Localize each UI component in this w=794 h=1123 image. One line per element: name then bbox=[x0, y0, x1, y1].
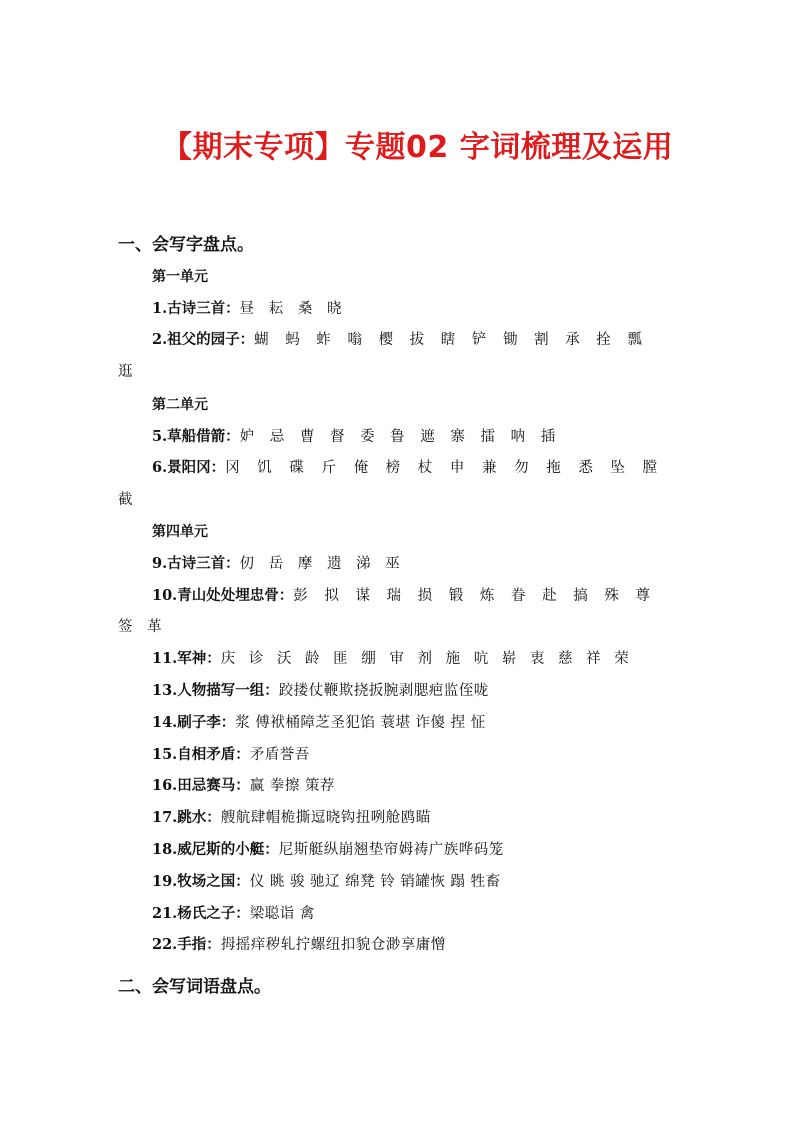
lesson-row bbox=[152, 425, 697, 447]
lesson-continuation: 签 革 bbox=[118, 619, 162, 635]
lesson-chars: 仞 岳 摩 遗 涕 巫 bbox=[239, 556, 400, 572]
lesson-row bbox=[152, 584, 697, 606]
lesson-chars: 跤搂仗鞭欺挠扳腕剥腮疤监侄咙 bbox=[278, 683, 489, 699]
lesson-row bbox=[152, 679, 697, 701]
lesson-row bbox=[152, 328, 697, 350]
lesson-row bbox=[152, 552, 697, 574]
lesson-label: 10.青山处处埋忠骨： bbox=[152, 587, 294, 604]
lesson-chars: 艘航肆帽桅撕逗晓钩扭咧舱鸥瞄 bbox=[220, 810, 431, 826]
lesson-label: 2.祖父的园子： bbox=[152, 331, 255, 348]
lesson-chars: 蝴 蚂 蚱 嗡 樱 拔 瞎 铲 锄 割 承 拴 瓢 bbox=[254, 332, 642, 348]
lesson-chars: 拇摇痒秽轧拧螺纽扣貌仓渺享庸憎 bbox=[220, 937, 446, 953]
unit-heading-2: 第二单元 bbox=[152, 397, 208, 413]
lesson-label: 15.自相矛盾： bbox=[152, 746, 250, 763]
lesson-label: 1.古诗三首： bbox=[152, 300, 240, 317]
lesson-label: 21.杨氏之子： bbox=[152, 905, 250, 922]
section-heading-writing-words: 二、会写词语盘点。 bbox=[118, 977, 271, 997]
page-title: 【期末专项】专题02 字词梳理及运用 bbox=[162, 130, 674, 165]
lesson-label: 6.景阳冈： bbox=[152, 459, 226, 476]
lesson-continuation: 截 bbox=[118, 492, 133, 508]
lesson-chars: 昼 耘 桑 晓 bbox=[239, 301, 342, 317]
lesson-chars: 赢 拳擦 策荐 bbox=[249, 778, 335, 794]
lesson-label: 9.古诗三首： bbox=[152, 555, 240, 572]
lesson-row bbox=[152, 902, 697, 924]
lesson-row bbox=[152, 647, 697, 669]
lesson-row bbox=[152, 933, 697, 955]
lesson-label: 5.草船借箭： bbox=[152, 428, 240, 445]
lesson-label: 17.跳水： bbox=[152, 809, 221, 826]
lesson-label: 18.威尼斯的小艇： bbox=[152, 841, 279, 858]
lesson-row bbox=[152, 456, 697, 478]
lesson-chars: 彭 拟 谋 瑞 损 锻 炼 眷 赴 搞 殊 尊 bbox=[293, 588, 650, 604]
lesson-continuation: 逛 bbox=[118, 364, 133, 380]
lesson-row bbox=[152, 774, 697, 796]
lesson-chars: 浆 傅袱桶障芝圣犯馅 蓑堪 诈傻 捏 怔 bbox=[235, 715, 486, 731]
lesson-label: 14.刷子李： bbox=[152, 714, 236, 731]
lesson-row bbox=[152, 838, 697, 860]
unit-heading-1: 第一单元 bbox=[152, 269, 208, 285]
lesson-label: 16.田忌赛马： bbox=[152, 777, 250, 794]
lesson-chars: 仪 眺 骏 驰辽 绵凳 铃 销罐恢 蹋 牲畜 bbox=[249, 874, 501, 890]
lesson-label: 19.牧场之国： bbox=[152, 873, 250, 890]
lesson-row bbox=[152, 806, 697, 828]
lesson-row bbox=[152, 870, 697, 892]
lesson-label: 13.人物描写一组： bbox=[152, 682, 279, 699]
unit-heading-4: 第四单元 bbox=[152, 524, 208, 540]
lesson-row bbox=[152, 297, 697, 319]
section-heading-writing-chars: 一、会写字盘点。 bbox=[118, 235, 254, 255]
lesson-label: 11.军神： bbox=[152, 650, 221, 667]
lesson-chars: 矛盾誉吾 bbox=[249, 747, 310, 763]
lesson-chars: 梁聪诣 禽 bbox=[249, 906, 315, 922]
lesson-row bbox=[152, 743, 697, 765]
lesson-chars: 妒 忌 曹 督 委 鲁 遮 寨 擂 呐 插 bbox=[239, 429, 556, 445]
lesson-row bbox=[152, 711, 697, 733]
lesson-chars: 尼斯艇纵崩翘垫帘姆祷广族哗码笼 bbox=[278, 842, 504, 858]
lesson-label: 22.手指： bbox=[152, 936, 221, 953]
lesson-chars: 庆 诊 沃 龄 匪 绷 审 剂 施 吭 崭 衷 慈 祥 荣 bbox=[220, 651, 629, 667]
lesson-chars: 冈 饥 碟 斤 俺 榜 杖 申 兼 勿 拖 悉 坠 膛 bbox=[225, 460, 658, 476]
